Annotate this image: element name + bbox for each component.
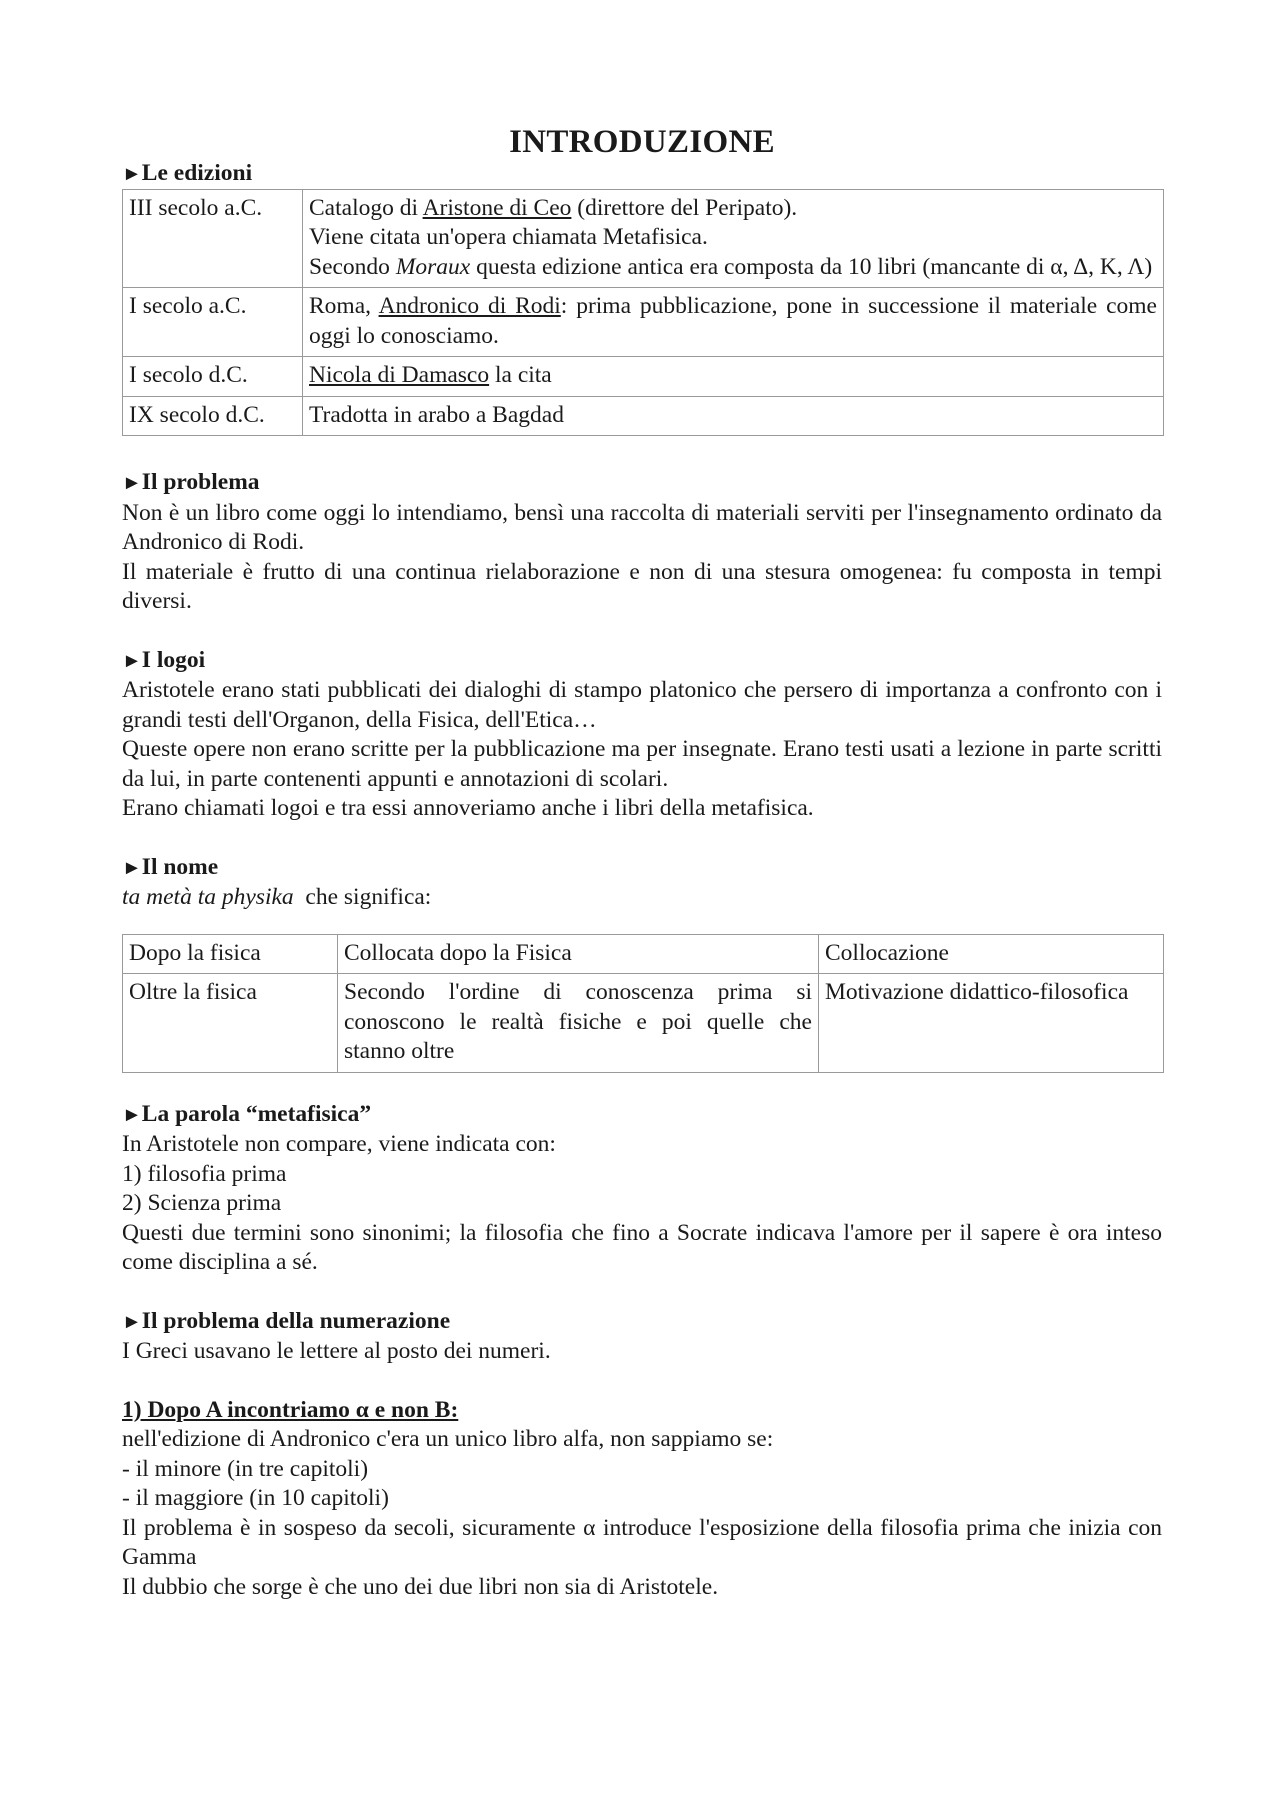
triangle-bullet-icon: ► [122, 1310, 142, 1333]
paragraph: Erano chiamati logoi e tra essi annoveriamo anche i libri della metafisica. [122, 795, 814, 821]
section-heading-logoi [122, 646, 1162, 677]
page-title: INTRODUZIONE [509, 124, 775, 160]
text: la cita [489, 362, 552, 388]
text: che significa: [293, 884, 432, 910]
paragraph: In Aristotele non compare, viene indicata con: [122, 1131, 556, 1157]
table-row [123, 396, 1164, 436]
paragraph: Queste opere non erano scritte per la pubblicazione ma per insegnate. Erano testi usati a lezione in parte scritti da lui, in parte contenenti appunti e annotazioni di scolari. [122, 736, 1162, 792]
description-cell [303, 288, 1164, 357]
table-cell: Oltre la fisica [123, 974, 338, 1073]
paragraph: Aristotele erano stati pubblicati dei dialoghi di stampo platonico che persero di importanza a confronto con i grandi testi dell'Organon, della Fisica, dell'Etica… [122, 677, 1162, 733]
table-row [123, 189, 1164, 288]
nicola-link: Nicola di Damasco [309, 362, 490, 388]
text: (direttore del Peripato). [571, 194, 798, 221]
heading-text: Il problema [141, 469, 260, 495]
moraux-name: Moraux [395, 253, 471, 280]
table-cell: Secondo l'ordine di conoscenza prima si conoscono le realtà fisiche e poi quelle che stanno oltre [338, 974, 819, 1073]
triangle-bullet-icon: ► [122, 472, 142, 494]
section-heading-nome [122, 853, 1162, 884]
list-item: 2) Scienza prima [122, 1190, 282, 1216]
description-cell: Tradotta in arabo a Bagdad [303, 396, 1164, 436]
heading-text: Le edizioni [141, 160, 253, 186]
period-cell: I secolo d.C. [123, 357, 303, 397]
aristone-link: Aristone di Ceo [422, 194, 572, 221]
table-cell: Motivazione didattico-filosofica [819, 974, 1164, 1073]
list-item: - il maggiore (in 10 capitoli) [122, 1485, 389, 1511]
list-item: - il minore (in tre capitoli) [122, 1455, 369, 1482]
editions-table [122, 189, 1164, 437]
table-cell: Collocazione [819, 934, 1164, 974]
text: questa edizione antica era composta da 10 libri (mancante di α, Δ, Κ, Λ) [470, 253, 1153, 280]
triangle-bullet-icon: ► [122, 649, 142, 672]
text: Roma, [309, 293, 379, 319]
period-cell: I secolo a.C. [123, 288, 303, 357]
paragraph: nell'edizione di Andronico c'era un unico libro alfa, non sappiamo se: [122, 1426, 774, 1452]
paragraph: Questi due termini sono sinonimi; la filosofia che fino a Socrate indicava l'amore per il sapere è ora inteso come disciplina a sé. [122, 1219, 1162, 1275]
triangle-bullet-icon: ► [122, 856, 142, 879]
list-item: 1) filosofia prima [122, 1160, 287, 1187]
description-cell [303, 189, 1164, 288]
andronico-link: Andronico di Rodi [378, 293, 561, 319]
section-heading-parola [122, 1100, 1162, 1131]
table-row [123, 357, 1164, 397]
heading-text: Il problema della numerazione [141, 1307, 451, 1334]
subheading-dopo-a: 1) Dopo A incontriamo α e non B: [122, 1396, 459, 1423]
paragraph: Il problema è in sospeso da secoli, sicuramente α introduce l'esposizione della filosofia prima che inizia con Gamma [122, 1514, 1162, 1570]
triangle-bullet-icon: ► [122, 1103, 142, 1126]
triangle-bullet-icon: ► [122, 163, 142, 185]
table-cell: Collocata dopo la Fisica [338, 934, 819, 974]
table-row [123, 288, 1164, 357]
paragraph: I Greci usavano le lettere al posto dei numeri. [122, 1338, 551, 1364]
period-cell: III secolo a.C. [123, 189, 303, 288]
section-heading-numerazione [122, 1307, 1162, 1338]
heading-text: La parola “metafisica” [141, 1100, 372, 1127]
text: Catalogo di [309, 194, 423, 221]
text: Viene citata un'opera chiamata Metafisica. [309, 224, 708, 250]
text: : prima pubblicazione, pone in successione il materiale come oggi lo conosciamo. [309, 293, 1157, 349]
heading-text: I logoi [141, 646, 206, 673]
paragraph [122, 883, 1162, 913]
heading-text: Il nome [141, 853, 219, 880]
meaning-table [122, 934, 1164, 1073]
table-row [123, 974, 1164, 1073]
section-heading-problema [122, 468, 1162, 499]
greek-phrase: ta metà ta physika [122, 884, 294, 910]
document-page [122, 122, 1162, 1602]
period-cell: IX secolo d.C. [123, 396, 303, 436]
paragraph: Il materiale è frutto di una continua rielaborazione e non di una stesura omogenea: fu composta in tempi diversi. [122, 558, 1162, 614]
description-cell [303, 357, 1164, 397]
text: Secondo [309, 253, 396, 280]
paragraph: Il dubbio che sorge è che uno dei due libri non sia di Aristotele. [122, 1573, 719, 1600]
paragraph: Non è un libro come oggi lo intendiamo, bensì una raccolta di materiali serviti per l'insegnamento ordinato da Andronico di Rodi. [122, 499, 1162, 555]
table-row [123, 934, 1164, 974]
section-heading-editions [122, 159, 1162, 190]
table-cell: Dopo la fisica [123, 934, 338, 974]
